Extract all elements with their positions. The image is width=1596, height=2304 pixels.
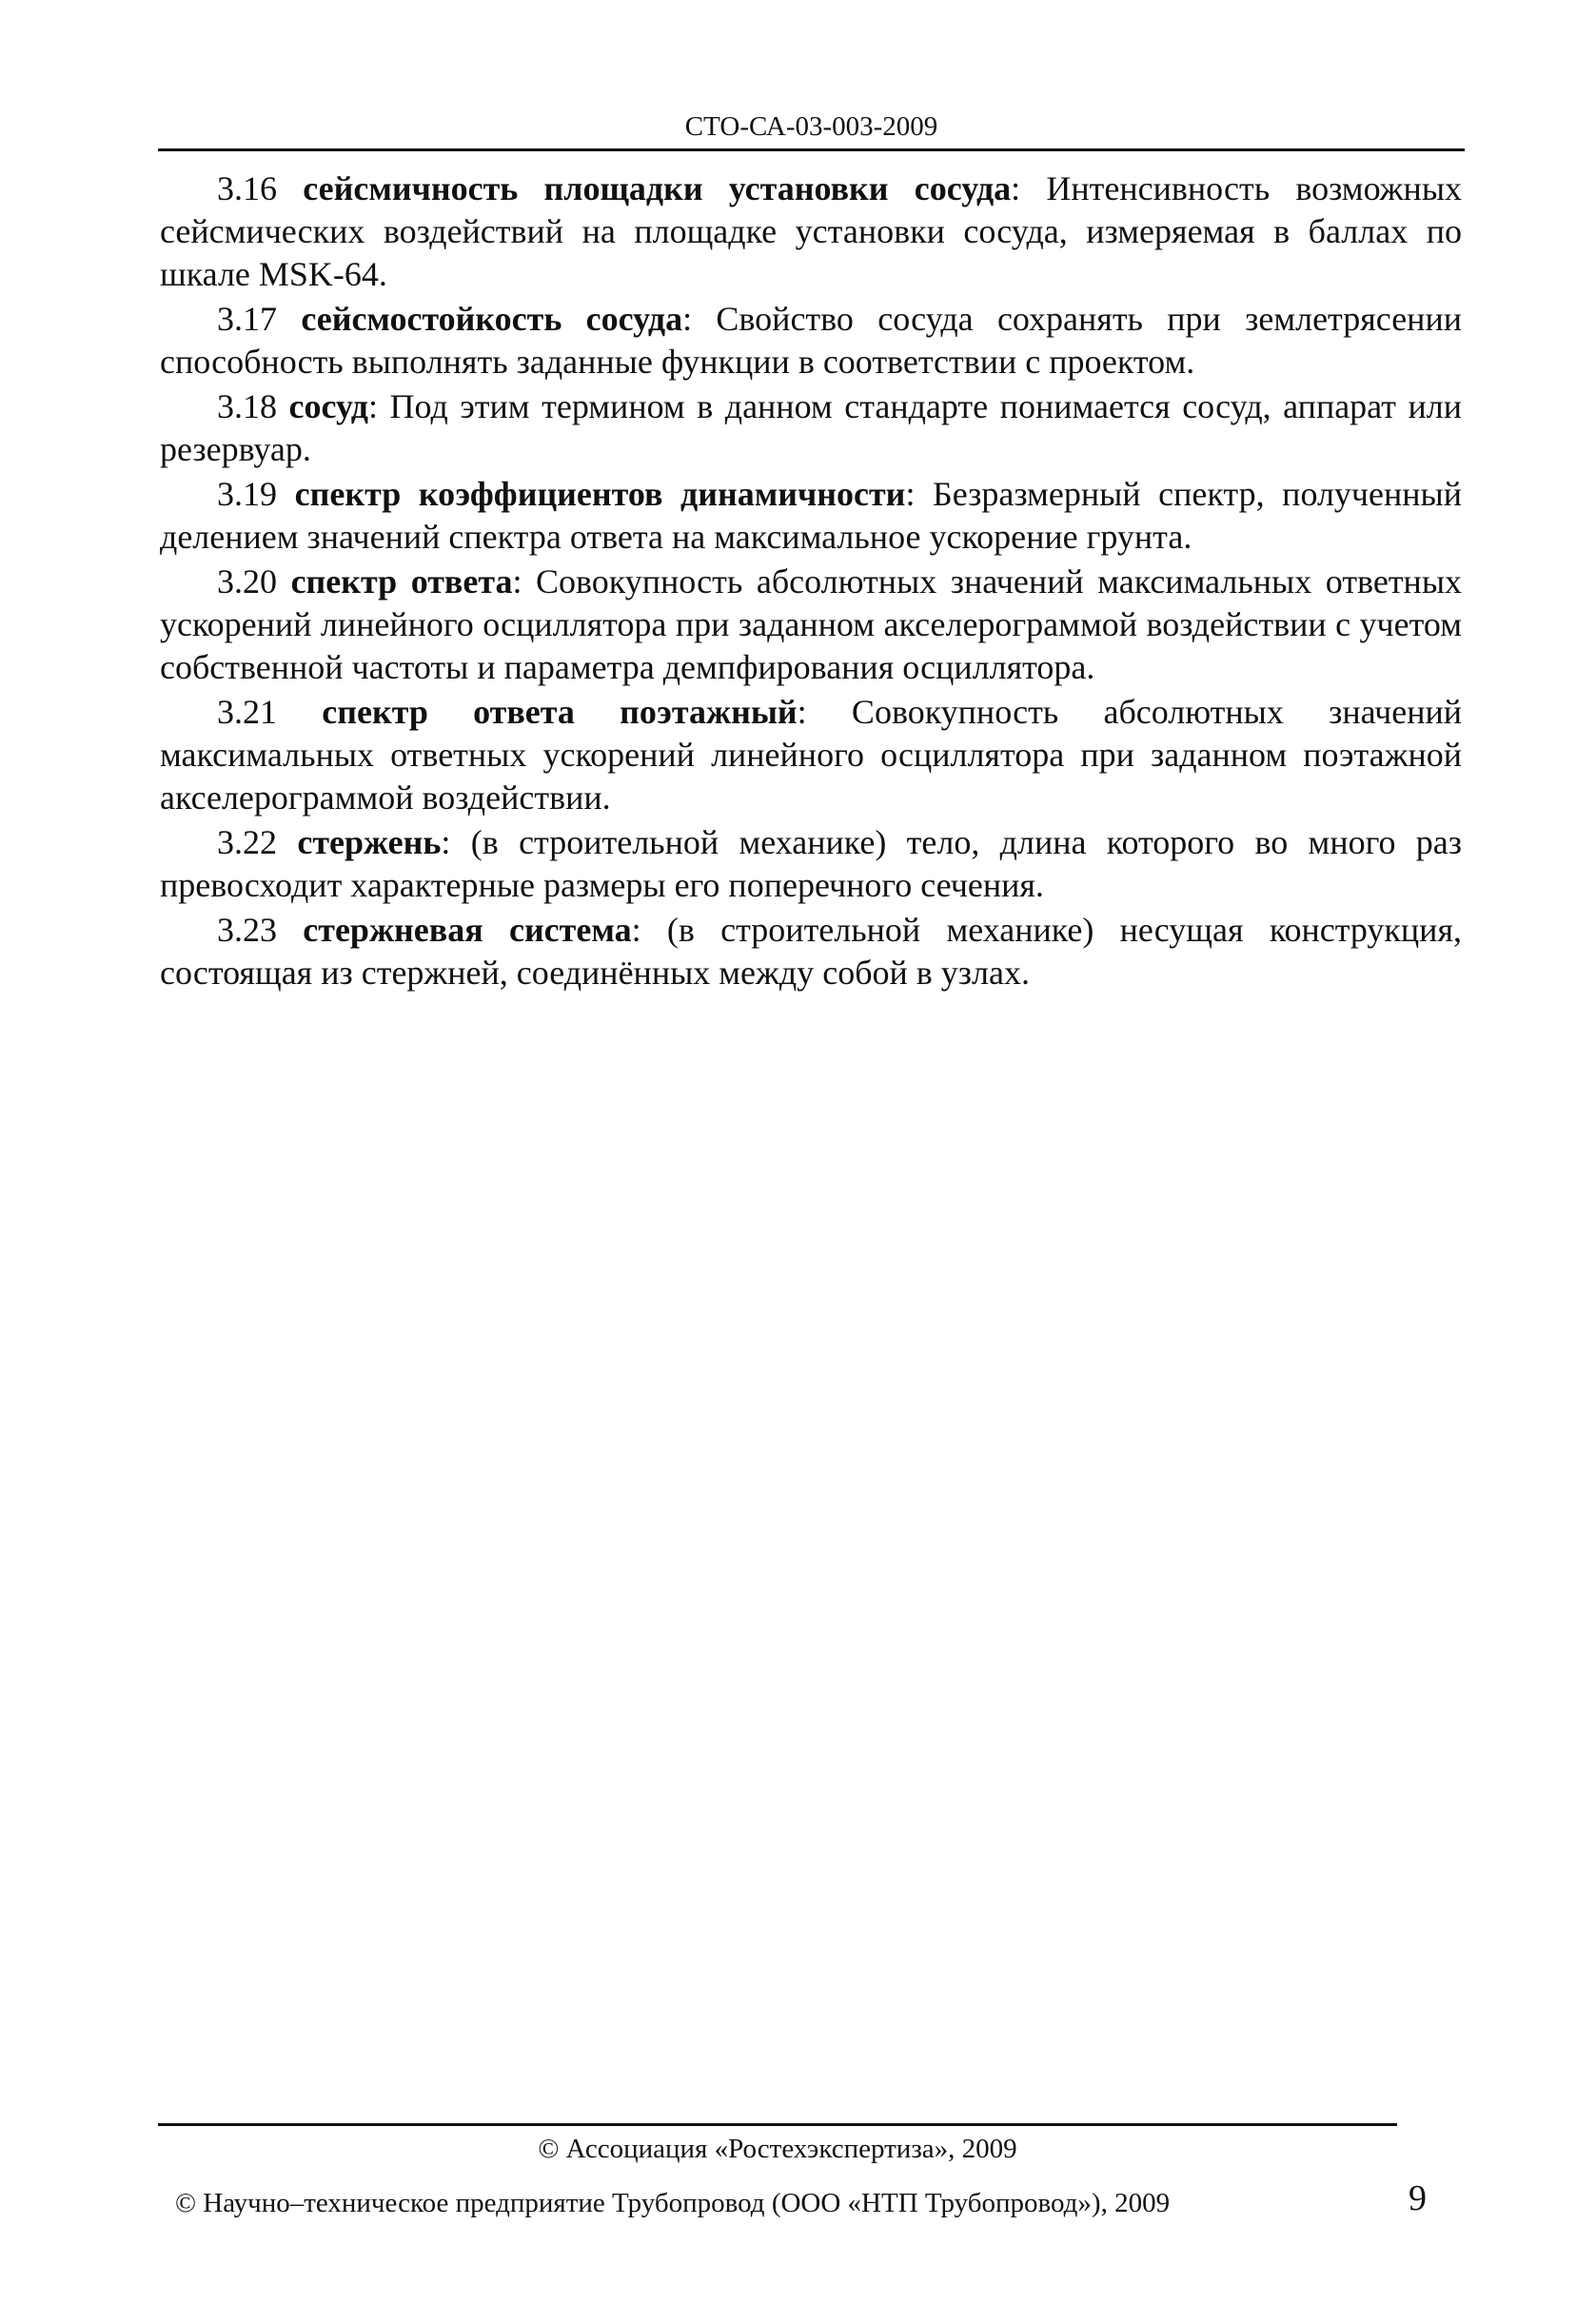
entry-term: сейсмичность площадки установки сосуда — [303, 169, 1012, 207]
footer-copyright-association: © Ассоциация «Ростехэкспертиза», 2009 — [538, 2134, 1017, 2164]
entry-number: 3.16 — [217, 169, 277, 207]
entry-definition: : (в строительной механике) тело, длина которого во много раз превосходит характерные размеры его поперечного сечения. — [160, 823, 1463, 904]
entry-term: стержень — [297, 823, 442, 861]
footer-copyright-company: © Научно–техническое предприятие Трубопровод (ООО «НТП Трубопровод»), 2009 — [175, 2188, 1171, 2218]
entry-term: стержневая система — [303, 911, 632, 949]
definition-entry — [160, 909, 1462, 994]
footer-divider — [158, 2123, 1397, 2126]
entry-term: спектр ответа — [290, 562, 513, 601]
definition-entry — [160, 561, 1462, 689]
entry-number: 3.20 — [217, 562, 277, 601]
definition-entry — [160, 298, 1462, 384]
entry-definition: : (в строительной механике) несущая конструкция, состоящая из стержней, соединённых между собой в узлах. — [160, 911, 1463, 992]
entry-definition: : Безразмерный спектр, полученный делением значений спектра ответа на максимальное ускорение грунта. — [160, 475, 1463, 556]
document-code-header — [158, 105, 1465, 151]
entry-number: 3.18 — [217, 387, 277, 425]
entry-definition: : Совокупность абсолютных значений максимальных ответных ускорений линейного осциллятора при заданном поэтажной акселерограммой воздействии. — [160, 693, 1463, 817]
definition-entry — [160, 385, 1462, 471]
entry-term: сосуд — [288, 387, 368, 425]
entry-term: сейсмостойкость сосуда — [301, 300, 683, 338]
entry-term: спектр коэффициентов динамичности — [294, 475, 906, 513]
entry-number: 3.21 — [217, 693, 277, 731]
definition-entry — [160, 821, 1462, 907]
entry-definition: : Свойство сосуда сохранять при землетрясении способность выполнять заданные функции в соответствии с проектом. — [160, 300, 1462, 381]
definition-entry — [160, 167, 1462, 296]
entry-definition: : Под этим термином в данном стандарте понимается сосуд, аппарат или резервуар. — [160, 387, 1462, 468]
entry-number: 3.22 — [217, 823, 277, 861]
entry-number: 3.17 — [217, 300, 277, 338]
entry-definition: : Интенсивность возможных сейсмических воздействий на площадке установки сосуда, измеряемая в баллах по шкале MSK-64. — [160, 169, 1463, 293]
definition-entry — [160, 473, 1462, 559]
definition-entry — [160, 691, 1462, 819]
definitions-list — [160, 167, 1462, 996]
entry-definition: : Совокупность абсолютных значений максимальных ответных ускорений линейного осциллятора при заданном акселерограммой воздействии с учетом собственной частоты и параметра демпфирования осциллятора. — [160, 562, 1463, 686]
entry-term: спектр ответа поэтажный — [322, 693, 798, 731]
document-code: СТО-СА-03-003-2009 — [684, 111, 938, 142]
entry-number: 3.23 — [217, 911, 277, 949]
page-number: 9 — [1409, 2178, 1427, 2218]
entry-number: 3.19 — [217, 475, 277, 513]
